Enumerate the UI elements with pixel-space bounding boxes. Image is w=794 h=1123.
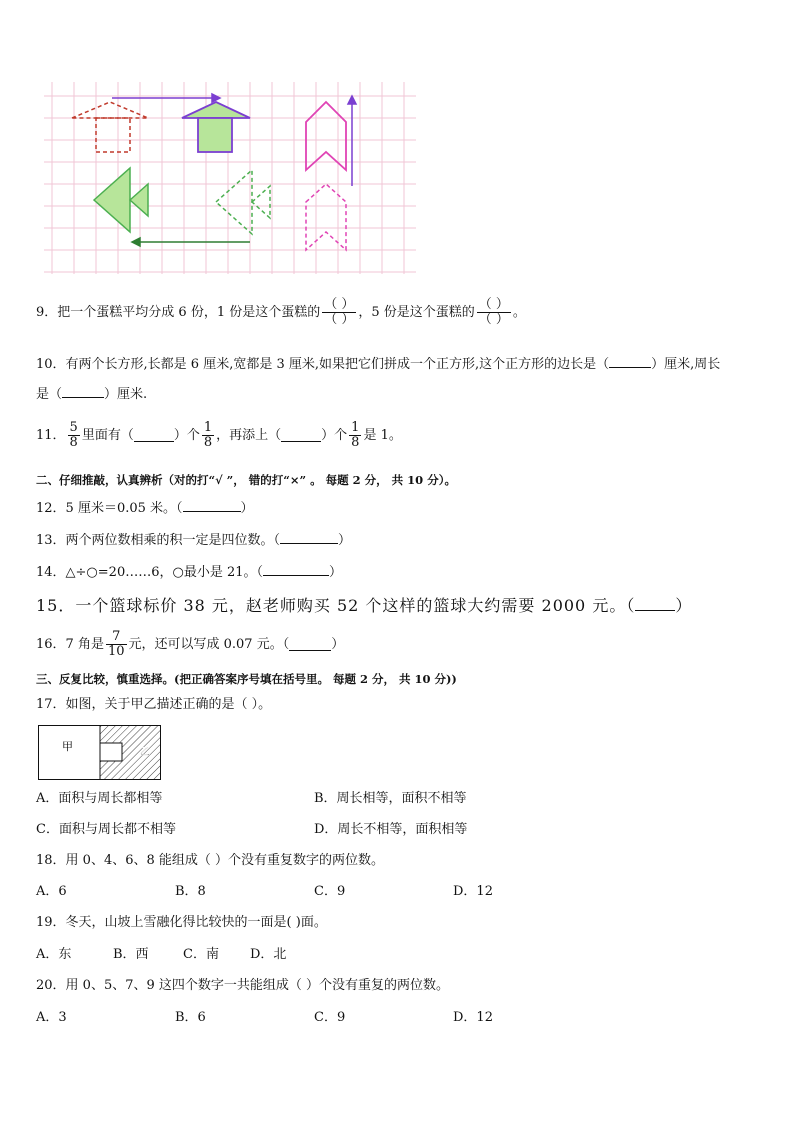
q18-option-b[interactable]: B．8 xyxy=(175,884,206,899)
question-10-line-2 xyxy=(36,385,147,403)
arrow-right xyxy=(112,94,220,102)
question-13: 13．两个两位数相乘的积一定是四位数。（ ） xyxy=(36,533,352,548)
q9-fraction-blank-2[interactable]: $\frac{( )}{( )}$ xyxy=(478,297,509,327)
q20-option-c[interactable]: C．9 xyxy=(314,1010,346,1025)
question-18-stem: 18．用 0、4、6、8 能组成（ ）个没有重复数字的两位数。 xyxy=(36,853,385,868)
q20-option-d[interactable]: D．12 xyxy=(453,1010,493,1025)
q11-answer-blank-2[interactable] xyxy=(281,429,321,442)
q11-text-2: ）个 xyxy=(173,427,200,443)
label-jia: 甲 xyxy=(62,740,73,753)
q10-text-2: ）厘米,周长 xyxy=(651,357,721,372)
question-11 xyxy=(36,421,402,450)
q17-figure xyxy=(38,725,162,781)
arrow-left xyxy=(132,238,250,246)
section-2-heading: 二、仔细推敲，认真辨析（对的打“√ ”， 错的打“×” 。 每题 2 分， 共 10 分）。 xyxy=(36,473,456,487)
question-20-stem: 20．用 0、5、7、9 这四个数字一共能组成（ ）个没有重复的两位数。 xyxy=(36,978,450,993)
arrow-up xyxy=(348,96,356,186)
q9-number: 9． xyxy=(36,304,58,320)
q17-option-d[interactable]: D．周长不相等，面积相等 xyxy=(314,822,468,837)
q11-fraction-5-8: $\frac{5}{8}$ xyxy=(69,420,78,450)
q11-fraction-1-8-a: $\frac{1}{8}$ xyxy=(203,420,213,450)
q20-option-a[interactable]: A．3 xyxy=(36,1010,67,1025)
section-3-heading: 三、反复比较，慎重选择。(把正确答案序号填在括号里。 每题 2 分， 共 10 分)) xyxy=(36,672,457,686)
q9-fraction-blank-1[interactable]: $\frac{( )}{( )}$ xyxy=(324,297,355,327)
q19-option-b[interactable]: B．西 xyxy=(113,947,149,962)
q11-text-4: ）个 xyxy=(321,427,348,443)
q14-answer-blank[interactable] xyxy=(263,563,329,576)
q18-option-d[interactable]: D．12 xyxy=(453,884,493,899)
q17-option-b[interactable]: B．周长相等，面积不相等 xyxy=(314,791,467,806)
q16-fraction-7-10: $\frac{7}{10}$ xyxy=(107,629,125,659)
q17-option-a[interactable]: A．面积与周长都相等 xyxy=(36,791,163,806)
label-yi: 乙 xyxy=(140,747,150,758)
question-14: 14．△÷○=20……6，○最小是 21。（ ） xyxy=(36,565,343,580)
q10-answer-blank-2[interactable] xyxy=(62,385,104,398)
q9-text-3: 。 xyxy=(512,304,526,320)
q11-fraction-1-8-b: $\frac{1}{8}$ xyxy=(351,420,360,450)
q10-answer-blank-1[interactable] xyxy=(609,355,651,368)
q19-option-a[interactable]: A．东 xyxy=(36,947,72,962)
q12-answer-blank[interactable] xyxy=(183,499,241,512)
q11-text-3: ，再添上（ xyxy=(216,427,282,443)
pink-chevron-shape xyxy=(306,102,346,170)
pink-dashed-shape xyxy=(306,184,346,250)
q9-text-2: ，5 份是这个蛋糕的 xyxy=(358,304,475,320)
q18-option-c[interactable]: C．9 xyxy=(314,884,346,899)
q17-option-c[interactable]: C．面积与周长都不相等 xyxy=(36,822,176,837)
q10-text-4: ）厘米. xyxy=(104,387,148,402)
q11-answer-blank-1[interactable] xyxy=(134,429,174,442)
question-12: 12．5 厘米＝0.05 米。（ ） xyxy=(36,501,254,516)
translation-figure xyxy=(44,82,416,274)
q11-text-1: 里面有（ xyxy=(81,427,134,443)
q16-answer-blank[interactable] xyxy=(289,638,331,651)
q15-answer-blank[interactable] xyxy=(635,598,675,611)
green-dashed-triangles xyxy=(216,170,270,234)
question-15: 15．一个篮球标价 38 元，赵老师购买 52 个这样的篮球大约需要 2000 元。（ ） xyxy=(36,596,693,615)
q20-option-b[interactable]: B．6 xyxy=(175,1010,206,1025)
q9-text-1: 把一个蛋糕平均分成 6 份，1 份是这个蛋糕的 xyxy=(57,304,321,320)
q18-option-a[interactable]: A．6 xyxy=(36,884,67,899)
q19-option-d[interactable]: D．北 xyxy=(250,947,287,962)
q10-number: 10． xyxy=(36,357,66,372)
q11-number: 11． xyxy=(36,427,66,443)
q11-text-5: 是 1。 xyxy=(363,427,402,443)
q10-text-1: 有两个长方形,长都是 6 厘米,宽都是 3 厘米,如果把它们拼成一个正方形,这个正方形的边长是（ xyxy=(65,357,610,372)
question-16: 16．7 角是 $\frac{7}{10}$ 元，还可以写成 0.07 元。（ ） xyxy=(36,629,345,659)
question-10-line-1 xyxy=(36,355,720,373)
q10-text-3: 是（ xyxy=(36,387,63,402)
purple-house xyxy=(182,102,250,152)
q13-answer-blank[interactable] xyxy=(280,531,338,544)
question-17-stem: 17．如图，关于甲乙描述正确的是（ ）。 xyxy=(36,697,272,712)
red-dashed-house xyxy=(72,102,148,152)
q19-option-c[interactable]: C．南 xyxy=(183,947,219,962)
question-19-stem: 19．冬天，山坡上雪融化得比较快的一面是( )面。 xyxy=(36,915,327,930)
question-9 xyxy=(36,298,526,327)
